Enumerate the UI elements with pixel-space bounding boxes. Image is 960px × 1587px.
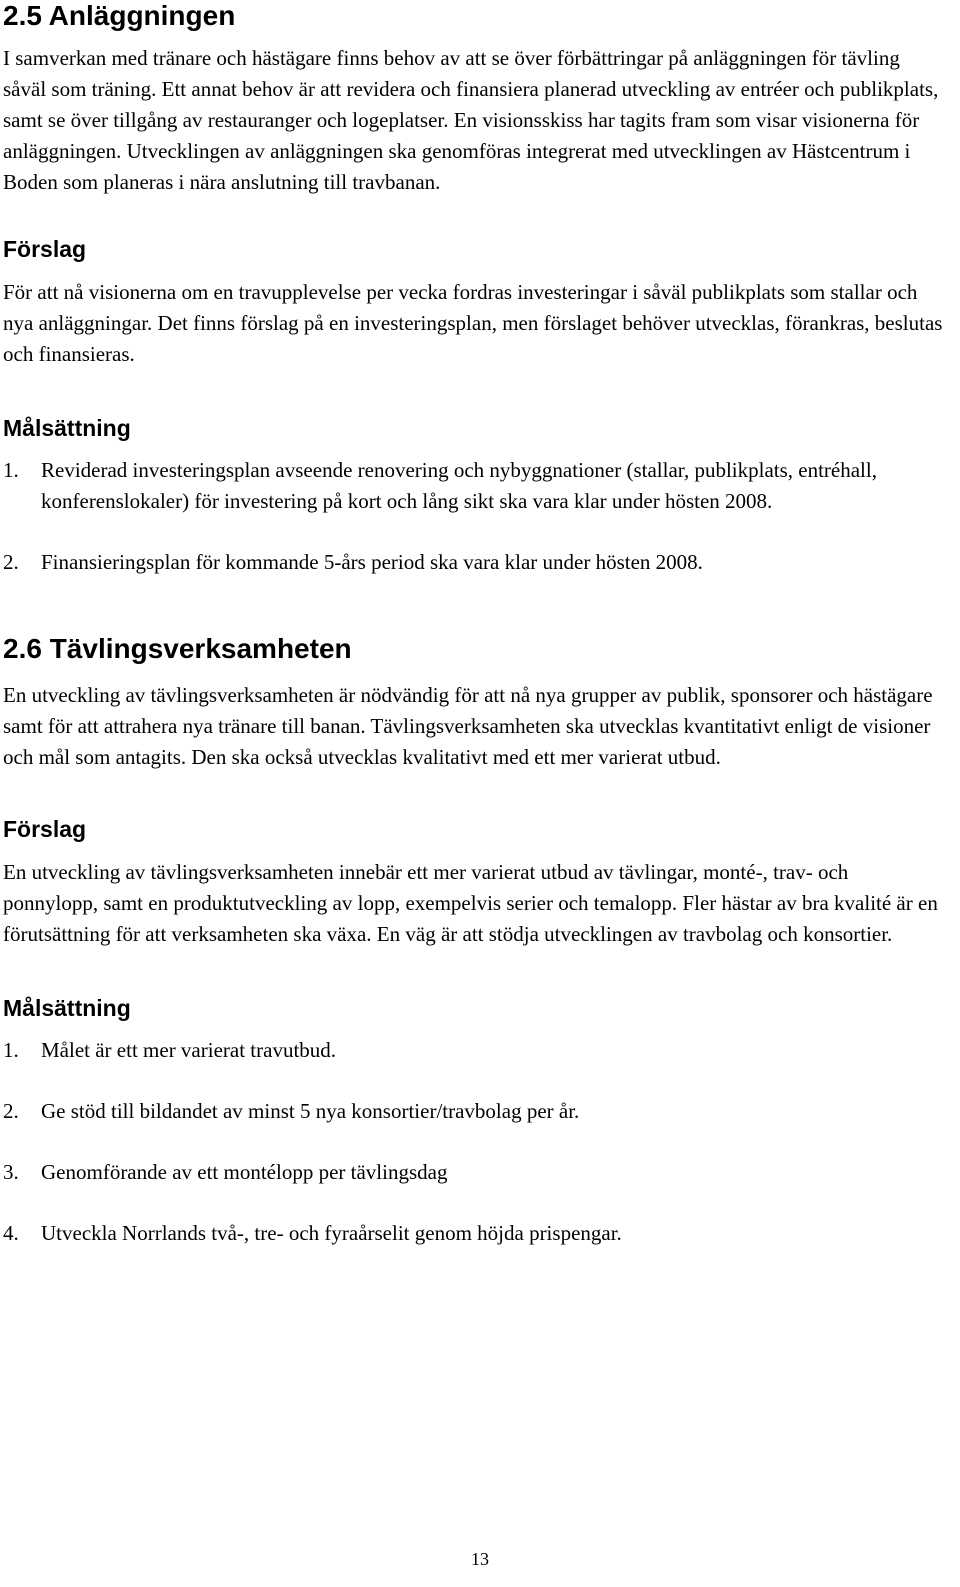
list-item-number: 1. [3, 1038, 19, 1062]
section-2-5-proposal-heading: Förslag [3, 236, 87, 262]
section-2-5-intro: I samverkan med tränare och hästägare finns behov av att se över förbättringar på anläggningen för tävling såväl som träning. Ett annat behov är att revidera och finansiera planerad utveckling av entréer och publikplats, samt se över tillgång av restauranger och logeplatser. En visionsskiss har tagits fram som visar visionerna för anläggningen. Utvecklingen av anläggningen ska genomföras integrerat med utvecklingen av Hästcentrum i Boden som planeras i nära anslutning till travbanan. [3, 46, 939, 194]
list-item-text: Utveckla Norrlands två-, tre- och fyraårselit genom höjda prispengar. [41, 1221, 622, 1245]
section-2-5-goal-list [3, 455, 943, 578]
list-item-number: 2. [3, 550, 19, 574]
section-2-5-goals-heading: Målsättning [3, 415, 131, 441]
list-item [3, 547, 943, 578]
list-item-number: 1. [3, 458, 19, 482]
list-item-number: 4. [3, 1221, 19, 1245]
section-2-6-intro: En utveckling av tävlingsverksamheten är nödvändig för att nå nya grupper av publik, sponsorer och hästägare samt för att attrahera nya tränare till banan. Tävlingsverksamheten ska utvecklas kvantitativt enligt de visioner och mål som antagits. Den ska också utvecklas kvalitativt med ett mer varierat utbud. [3, 683, 933, 769]
list-item-text: Finansieringsplan för kommande 5-års period ska vara klar under hösten 2008. [41, 550, 703, 574]
list-item [3, 1096, 943, 1127]
section-2-5-heading: 2.5 Anläggningen [3, 0, 236, 31]
list-item [3, 1157, 943, 1188]
list-item [3, 1218, 943, 1249]
list-item [3, 455, 943, 517]
document-page [3, 0, 943, 1249]
page-number: 13 [471, 1549, 489, 1569]
list-item-number: 2. [3, 1099, 19, 1123]
list-item-text: Målet är ett mer varierat travutbud. [41, 1038, 337, 1062]
section-2-6-goal-list [3, 1035, 943, 1249]
section-2-6-proposal-text: En utveckling av tävlingsverksamheten innebär ett mer varierat utbud av tävlingar, monté-, trav- och ponnylopp, samt en produktutveckling av lopp, exempelvis serier och temalopp. Fler hästar av bra kvalité är en förutsättning för att verksamheten ska växa. En väg är att stödja utvecklingen av travbolag och konsortier. [3, 860, 938, 946]
list-item-text: Ge stöd till bildandet av minst 5 nya konsortier/travbolag per år. [41, 1099, 580, 1123]
list-item-text: Reviderad investeringsplan avseende renovering och nybyggnationer (stallar, publikplats, entréhall, konferenslokaler) för investering på kort och lång sikt ska vara klar under hösten 2008. [41, 458, 877, 513]
list-item [3, 1035, 943, 1066]
list-item-text: Genomförande av ett montélopp per tävlingsdag [41, 1160, 448, 1184]
section-2-6-heading: 2.6 Tävlingsverksamheten [3, 633, 352, 664]
section-2-6-goals-heading: Målsättning [3, 995, 131, 1021]
section-2-5-proposal-text: För att nå visionerna om en travupplevelse per vecka fordras investeringar i såväl publikplats som stallar och nya anläggningar. Det finns förslag på en investeringsplan, men förslaget behöver utvecklas, förankras, beslutas och finansieras. [3, 280, 943, 366]
section-2-6-proposal-heading: Förslag [3, 816, 87, 842]
list-item-number: 3. [3, 1160, 19, 1184]
